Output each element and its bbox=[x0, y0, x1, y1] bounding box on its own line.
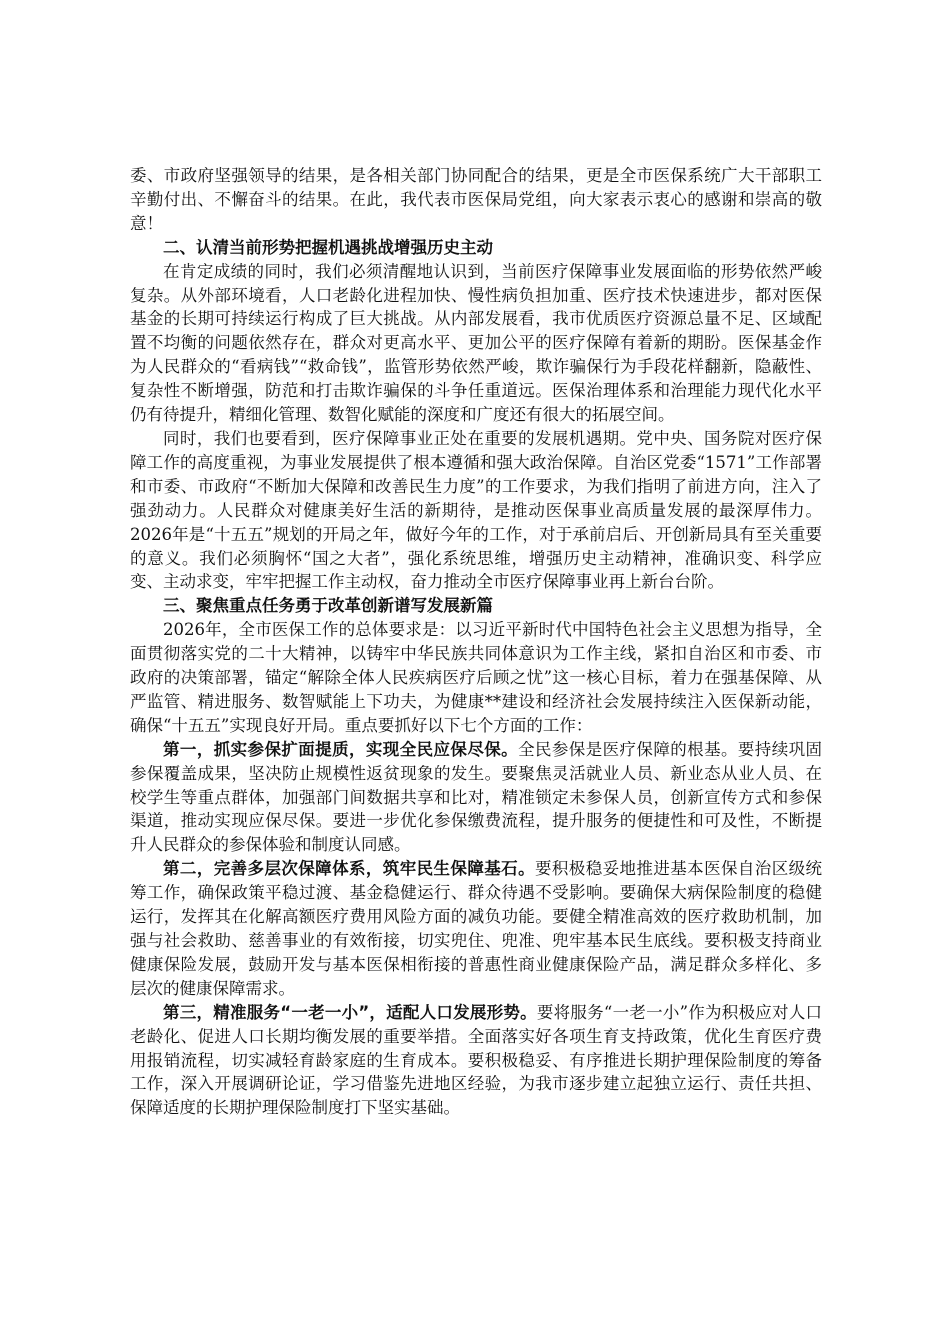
paragraph-intro-continuation: 委、市政府坚强领导的结果，是各相关部门协同配合的结果，更是全市医保系统广大干部职工辛勤付出、不懈奋斗的结果。在此，我代表市医保局党组，向大家表示衷心的感谢和崇高的敬意！ bbox=[130, 166, 822, 233]
paragraph-challenges: 在肯定成绩的同时，我们必须清醒地认识到，当前医疗保障事业发展面临的形势依然严峻复杂。从外部环境看，人口老龄化进程加快、慢性病负担加重、医疗技术快速进步，都对医保基金的长期可持续运行构成了巨大挑战。从内部发展看，我市优质医疗资源总量不足、区域配置不均衡的问题依然存在，群众对更高水平、更加公平的医疗保障有着新的期盼。医保基金作为人民群众的“看病钱”“救命钱”，监管形势依然严峻，欺诈骗保行为手段花样翻新，隐蔽性、复杂性不断增强，防范和打击欺诈骗保的斗争任重道远。医保治理体系和治理能力现代化水平仍有待提升，精细化管理、数智化赋能的深度和广度还有很大的拓展空间。 bbox=[130, 261, 822, 425]
task-2-body: 要积极稳妥地推进基本医保自治区级统筹工作，确保政策平稳过渡、基金稳健运行、群众待遇不受影响。要确保大病保险制度的稳健运行，发挥其在化解高额医疗费用风险方面的减负功能。要健全精准高效的医疗救助机制，加强与社会救助、慈善事业的有效衔接，切实兜住、兜准、兜牢基本民生底线。要积极支持商业健康保险发展，鼓励开发与基本医保相衔接的普惠性商业健康保险产品，满足群众多样化、多层次的健康保障需求。 bbox=[130, 859, 823, 998]
task-1-body: 全民参保是医疗保障的根基。要持续巩固参保覆盖成果，坚决防止规模性返贫现象的发生。要聚焦灵活就业人员、新业态从业人员、在校学生等重点群体，加强部门间数据共享和比对，精准锁定未参保人员，创新宣传方式和参保渠道，推动实现应保尽保。要进一步优化参保缴费流程，提升服务的便捷性和可及性，不断提升人民群众的参保体验和制度认同感。 bbox=[130, 739, 823, 855]
task-1-lead: 第一，抓实参保扩面提质，实现全民应保尽保。 bbox=[163, 739, 519, 759]
document-body bbox=[130, 164, 822, 1120]
paragraph-opportunities: 同时，我们也要看到，医疗保障事业正处在重要的发展机遇期。党中央、国务院对医疗保障工作的高度重视，为事业发展提供了根本遵循和强大政治保障。自治区党委“1571”工作部署和市委、市政府“不断加大保障和改善民生力度”的工作要求，为我们指明了前进方向，注入了强劲动力。人民群众对健康美好生活的新期待，是推动医保事业高质量发展的最深厚伟力。2026年是“十五五”规划的开局之年，做好今年的工作，对于承前启后、开创新局具有至关重要的意义。我们必须胸怀“国之大者”，强化系统思维，增强历史主动精神，准确识变、科学应变、主动求变，牢牢把握工作主动权，奋力推动全市医疗保障事业再上新台台阶。 bbox=[130, 428, 822, 592]
task-2-lead: 第二，完善多层次保障体系，筑牢民生保障基石。 bbox=[163, 859, 535, 879]
section-heading-3: 三、聚焦重点任务勇于改革创新谱写发展新篇 bbox=[163, 596, 493, 616]
task-3-lead: 第三，精准服务“一老一小”，适配人口发展形势。 bbox=[163, 1002, 537, 1022]
paragraph-task-1 bbox=[130, 738, 822, 858]
paragraph-task-3 bbox=[130, 1001, 822, 1121]
section-heading-2: 二、认清当前形势把握机遇挑战增强历史主动 bbox=[163, 237, 493, 257]
paragraph-task-2 bbox=[130, 857, 822, 1000]
paragraph-general-requirements: 2026年，全市医保工作的总体要求是：以习近平新时代中国特色社会主义思想为指导，全面贯彻落实党的二十大精神，以铸牢中华民族共同体意识为工作主线，紧扣自治区和市委、市政府的决策部署，锚定“解除全体人民疾病医疗后顾之忧”这一核心目标，着力在强基保障、从严监管、精进服务、数智赋能上下功夫，为健康**建设和经济社会发展持续注入医保新动能，确保“十五五”实现良好开局。重点要抓好以下七个方面的工作： bbox=[130, 620, 822, 735]
task-3-body: 要将服务“一老一小”作为积极应对人口老龄化、促进人口长期均衡发展的重要举措。全面落实好各项生育支持政策，优化生育医疗费用报销流程，切实减轻育龄家庭的生育成本。要积极稳妥、有序推进长期护理保险制度的筹备工作，深入开展调研论证，学习借鉴先进地区经验，为我市逐步建立起独立运行、责任共担、保障适度的长期护理保险制度打下坚实基础。 bbox=[130, 1002, 822, 1118]
